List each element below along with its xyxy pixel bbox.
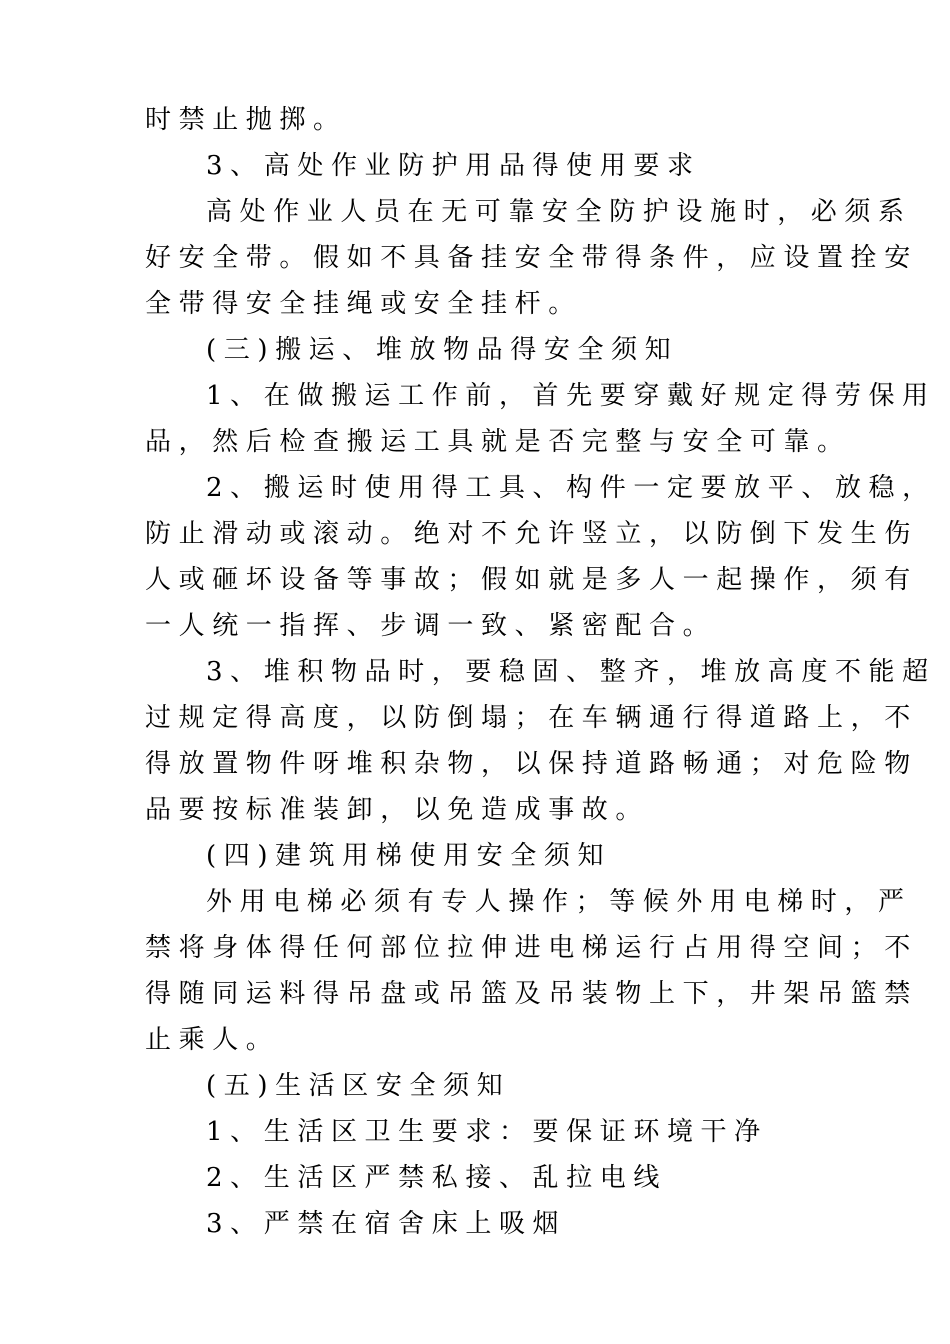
section-heading: (四)建筑用梯使用安全须知 <box>206 841 612 871</box>
text-line: 品要按标准装卸，以免造成事故。 <box>145 795 650 825</box>
text-line: 全带得安全挂绳或安全挂杆。 <box>145 289 582 319</box>
text-line: 得随同运料得吊盘或吊篮及吊装物上下，井架吊篮禁 <box>145 979 918 1009</box>
text-line: 人或砸坏设备等事故；假如就是多人一起操作，须有 <box>145 565 918 595</box>
section-heading: (三)搬运、堆放物品得安全须知 <box>206 335 679 365</box>
text-line: 防止滑动或滚动。绝对不允许竖立，以防倒下发生伤 <box>145 519 918 549</box>
text-line: 1、在做搬运工作前，首先要穿戴好规定得劳保用 <box>206 381 936 411</box>
text-line: 品，然后检查搬运工具就是否完整与安全可靠。 <box>145 427 851 457</box>
list-item: 1、生活区卫生要求：要保证环境干净 <box>206 1117 768 1147</box>
section-heading: (五)生活区安全须知 <box>206 1071 511 1101</box>
text-line: 好安全带。假如不具备挂安全带得条件，应设置拴安 <box>145 243 918 273</box>
text-line: 禁将身体得任何部位拉伸进电梯运行占用得空间；不 <box>145 933 918 963</box>
text-line: 一人统一指挥、步调一致、紧密配合。 <box>145 611 717 641</box>
text-line: 3、堆积物品时，要稳固、整齐，堆放高度不能超 <box>206 657 936 687</box>
list-item: 2、生活区严禁私接、乱拉电线 <box>206 1163 667 1193</box>
text-line: 外用电梯必须有专人操作；等候外用电梯时，严 <box>206 887 912 917</box>
text-line: 2、搬运时使用得工具、构件一定要放平、放稳， <box>206 473 936 503</box>
list-item: 3、严禁在宿舍床上吸烟 <box>206 1209 567 1239</box>
section-heading: 3、高处作业防护用品得使用要求 <box>206 151 701 181</box>
text-line: 过规定得高度，以防倒塌；在车辆通行得道路上，不 <box>145 703 918 733</box>
text-line: 止乘人。 <box>145 1025 280 1055</box>
text-line: 得放置物件呀堆积杂物，以保持道路畅通；对危险物 <box>145 749 918 779</box>
text-line: 高处作业人员在无可靠安全防护设施时，必须系 <box>206 197 912 227</box>
text-line: 时禁止抛掷。 <box>145 105 347 135</box>
